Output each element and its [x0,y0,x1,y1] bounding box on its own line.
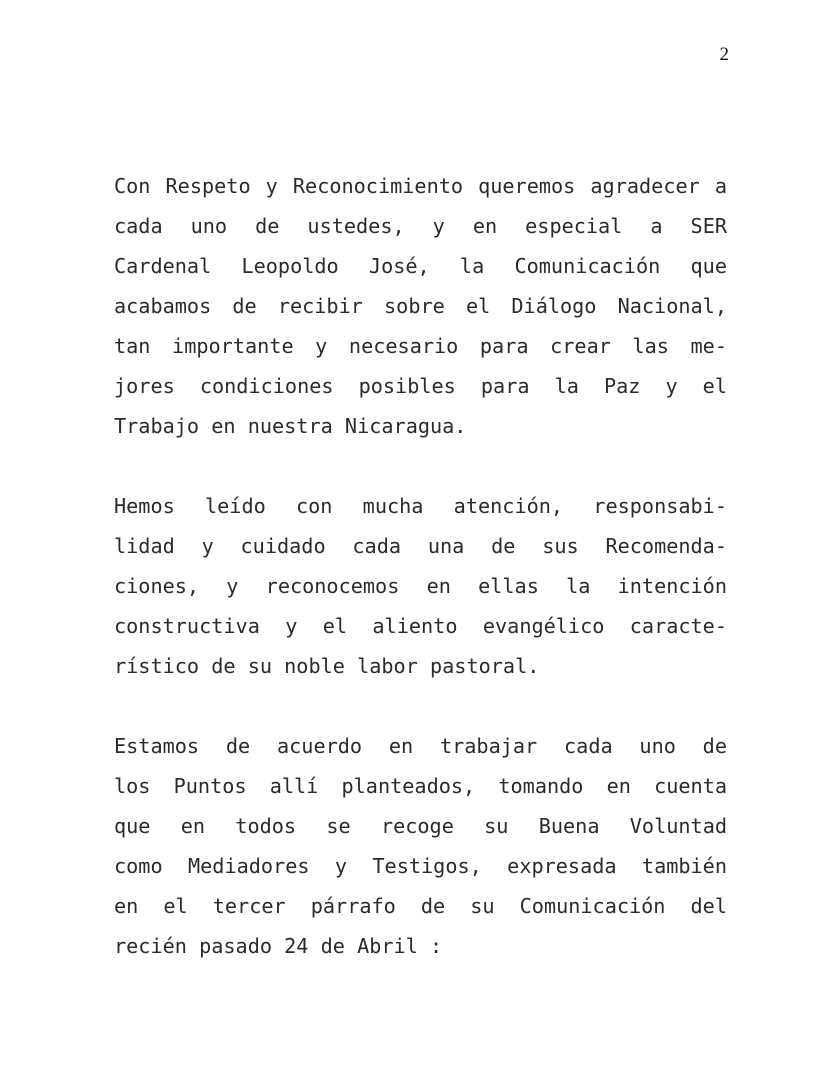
text-line: jores condiciones posibles para la Paz y el [114,374,727,398]
paragraph-3 [114,726,727,966]
text-line: lidad y cuidado cada una de sus Recomenda- [114,534,727,558]
text-line: Hemos leído con mucha atención, responsabi- [114,494,727,518]
text-line: en el tercer párrafo de su Comunicación del [114,894,727,918]
text-line: ciones, y reconocemos en ellas la intención [114,574,727,598]
text-line: constructiva y el aliento evangélico caracte- [114,614,727,638]
text-line: tan importante y necesario para crear las me- [114,334,727,358]
paragraph-2 [114,486,727,686]
text-line: Con Respeto y Reconocimiento queremos agradecer a [114,174,727,198]
text-line: Trabajo en nuestra Nicaragua. [114,414,467,438]
document-body [114,166,727,966]
text-line: Cardenal Leopoldo José, la Comunicación que [114,254,727,278]
text-line: rístico de su noble labor pastoral. [114,654,540,678]
text-line: que en todos se recoge su Buena Voluntad [114,814,727,838]
page-number: 2 [719,44,729,65]
text-line: como Mediadores y Testigos, expresada también [114,854,727,878]
text-line: cada uno de ustedes, y en especial a SER [114,214,727,238]
paragraph-1 [114,166,727,446]
text-line: los Puntos allí planteados, tomando en cuenta [114,774,727,798]
text-line: recién pasado 24 de Abril : [114,934,443,958]
text-line: acabamos de recibir sobre el Diálogo Nacional, [114,294,727,318]
text-line: Estamos de acuerdo en trabajar cada uno de [114,734,727,758]
